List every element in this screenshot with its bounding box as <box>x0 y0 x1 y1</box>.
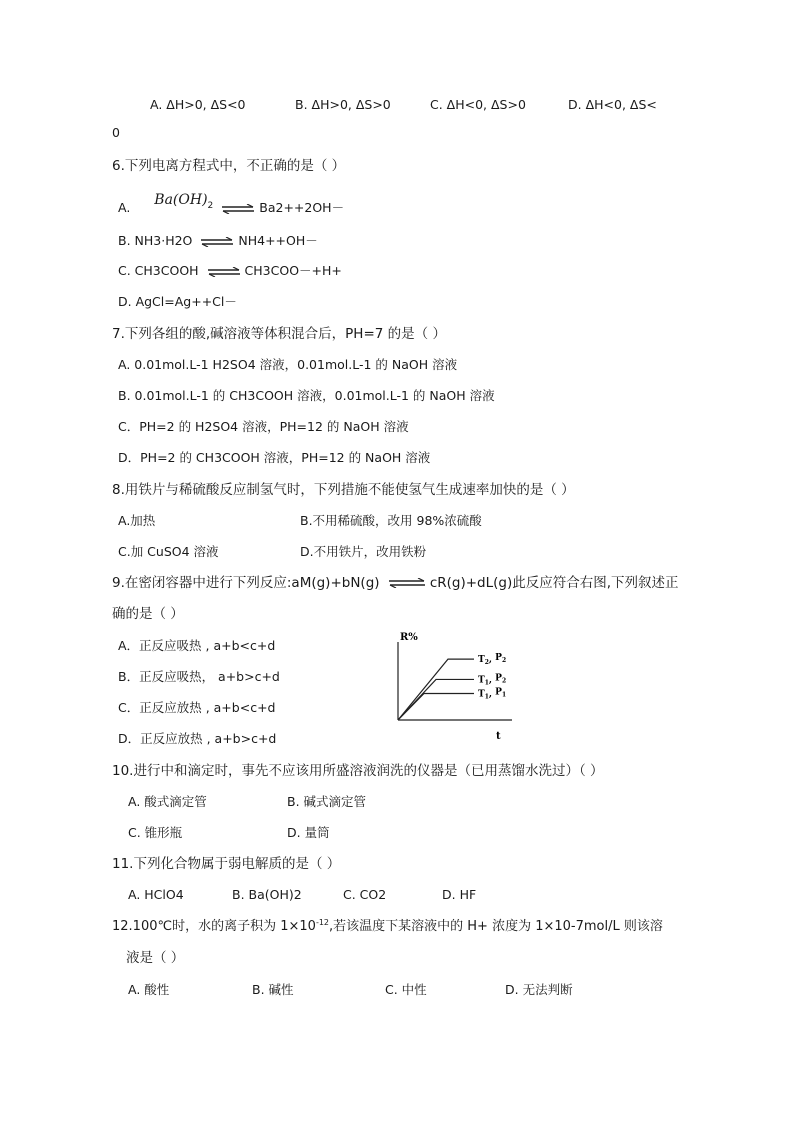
q8-option-c: C.加 CuSO4 溶液 <box>118 544 219 559</box>
graph-curve-label: $T_2$, $P_2$ <box>478 653 507 667</box>
q11-option-a: A. HClO4 <box>128 887 184 902</box>
q7-stem: 7.下列各组的酸,碱溶液等体积混合后，PH=7 的是（ ） <box>112 326 446 342</box>
q6-option-a-subscript: 2 <box>207 201 214 211</box>
q11-option-b: B. Ba(OH)2 <box>232 887 302 902</box>
q8-option-a: A.加热 <box>118 513 156 528</box>
q10-option-b: B. 碱式滴定管 <box>287 794 367 809</box>
q6-option-c <box>118 263 342 279</box>
q12-option-a: A. 酸性 <box>128 982 170 997</box>
q6-option-a-formula: Ba(OH) <box>154 192 208 208</box>
q6-option-a <box>118 192 345 218</box>
q9-option-a: A．正反应吸热 , a+b<c+d <box>118 638 276 653</box>
q6-option-b-reactant: B. NH3·H2O <box>118 233 193 248</box>
q11-stem: 11.下列化合物属于弱电解质的是（ ） <box>112 856 341 872</box>
equilibrium-arrow-icon <box>199 237 235 247</box>
q12-stem <box>112 919 663 936</box>
q6-option-b-products: NH4++OH－ <box>238 233 318 248</box>
q6-option-b <box>118 233 318 249</box>
q5-option-a: A. ΔH>0, ΔS<0 <box>150 97 246 112</box>
q6-option-a-products: Ba2++2OH－ <box>259 200 345 215</box>
q12-option-b: B. 碱性 <box>252 982 294 997</box>
q10-option-d: D. 量筒 <box>287 825 330 840</box>
q9-stem-reactants: 9.在密闭容器中进行下列反应:aM(g)+bN(g) <box>112 575 380 591</box>
q11-option-d: D. HF <box>442 887 477 902</box>
reaction-graph <box>394 632 516 742</box>
q6-option-a-label: A. <box>118 200 131 215</box>
equilibrium-arrow-icon <box>206 267 242 277</box>
equilibrium-arrow-icon <box>220 204 256 214</box>
q7-option-c: C．PH=2 的 H2SO4 溶液，PH=12 的 NaOH 溶液 <box>118 419 409 434</box>
q12-option-d: D. 无法判断 <box>505 982 573 997</box>
q9-option-c: C．正反应放热 , a+b<c+d <box>118 700 276 715</box>
q7-option-b: B. 0.01mol.L-1 的 CH3COOH 溶液，0.01mol.L-1 的 NaOH 溶液 <box>118 388 495 403</box>
q7-option-a: A. 0.01mol.L-1 H2SO4 溶液，0.01mol.L-1 的 NaOH 溶液 <box>118 357 458 372</box>
q9-option-b: B．正反应吸热， a+b>c+d <box>118 669 280 684</box>
q5-option-c: C. ΔH<0, ΔS>0 <box>430 97 526 112</box>
q5-option-b: B. ΔH>0, ΔS>0 <box>295 97 391 112</box>
q6-option-c-reactant: C. CH3COOH <box>118 263 199 278</box>
graph-curve <box>398 659 474 720</box>
q5-option-d: D. ΔH<0, ΔS< <box>568 97 657 112</box>
q10-option-c: C. 锥形瓶 <box>128 825 183 840</box>
q6-option-d: D. AgCl=Ag++Cl－ <box>118 294 237 309</box>
y-axis-label: R% <box>400 632 418 643</box>
x-axis-label: t <box>496 731 501 742</box>
q6-option-c-products: CH3COO－+H+ <box>244 263 342 278</box>
equilibrium-arrow-icon <box>387 578 427 588</box>
q9-option-d: D．正反应放热 , a+b>c+d <box>118 731 277 746</box>
q12-option-c: C. 中性 <box>385 982 427 997</box>
q8-option-d: D.不用铁片，改用铁粉 <box>300 544 427 559</box>
q11-option-c: C. CO2 <box>343 887 387 902</box>
graph-curve <box>398 679 474 720</box>
q8-option-b: B.不用稀硫酸，改用 98%浓硫酸 <box>300 513 482 528</box>
graph-curve-label: $T_1$, $P_2$ <box>478 673 507 687</box>
q7-option-d: D．PH=2 的 CH3COOH 溶液，PH=12 的 NaOH 溶液 <box>118 450 431 465</box>
q8-stem: 8.用铁片与稀硫酸反应制氢气时，下列措施不能使氢气生成速率加快的是（ ） <box>112 482 575 498</box>
graph-curve-label: $T_1$, $P_1$ <box>478 687 507 701</box>
q5-option-d-wrap: 0 <box>112 125 120 140</box>
q12-stem-part1: 12.100℃时，水的离子积为 1×10 <box>112 919 316 934</box>
q6-stem: 6.下列电离方程式中，不正确的是（ ） <box>112 158 346 174</box>
q9-stem-products: cR(g)+dL(g)此反应符合右图,下列叙述正 <box>429 575 679 591</box>
q12-stem-exponent: -12 <box>315 918 330 927</box>
q9-stem-continued: 确的是（ ） <box>112 606 184 622</box>
q9-stem <box>112 575 679 591</box>
q10-option-a: A. 酸式滴定管 <box>128 794 207 809</box>
q12-stem-continued: 液是（ ） <box>126 950 185 966</box>
q10-stem: 10.进行中和滴定时，事先不应该用所盛溶液润洗的仪器是（已用蒸馏水洗过）（ ） <box>112 763 604 779</box>
q12-stem-part2: ,若该温度下某溶液中的 H+ 浓度为 1×10-7mol/L 则该溶 <box>329 919 663 934</box>
